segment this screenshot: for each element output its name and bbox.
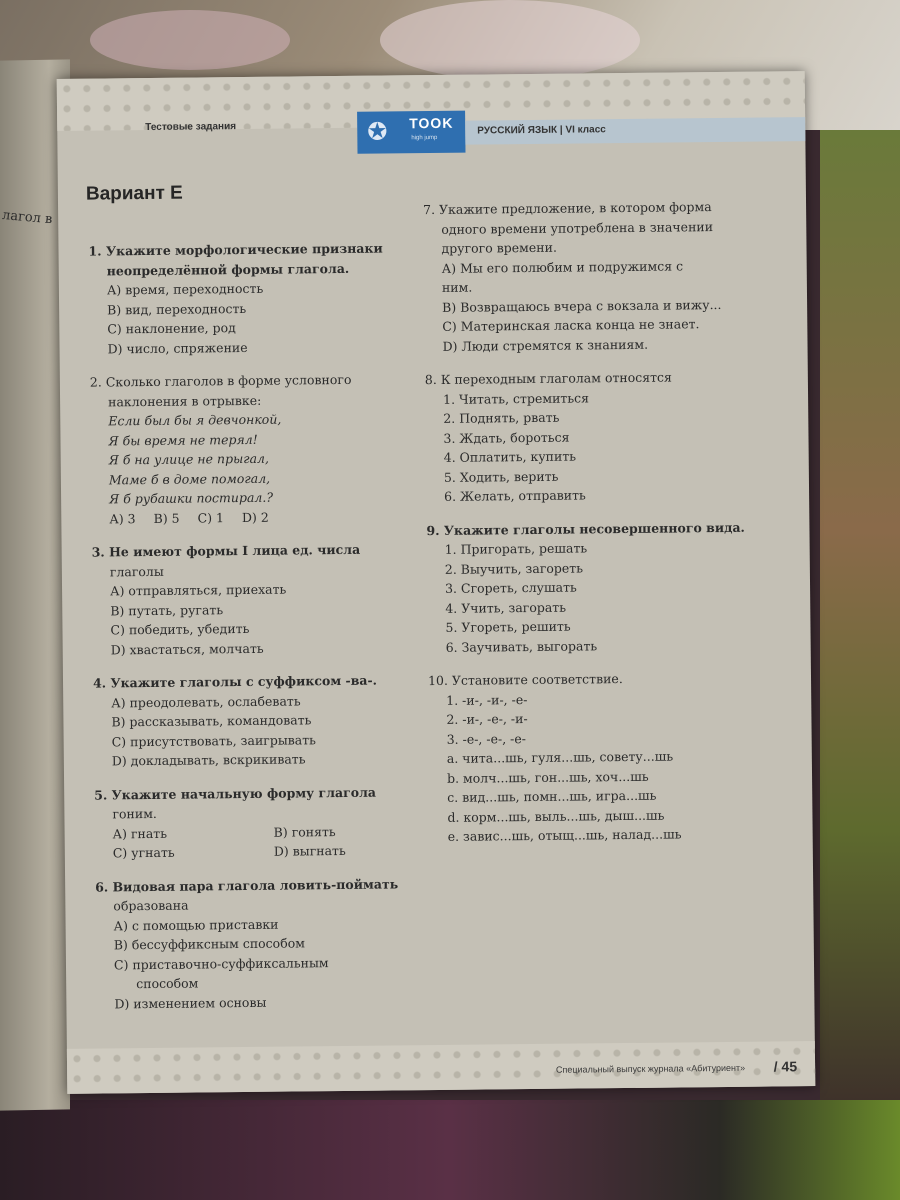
- flower-decoration: [380, 0, 640, 80]
- answer-option: А) 3: [109, 510, 136, 526]
- match-option: b. молч...шь, гон...шь, хоч...шь: [446, 768, 649, 786]
- answer-option: А) время, переходность: [106, 280, 264, 298]
- answer-option: D) 2: [241, 509, 269, 525]
- question-title-cont: другого времени.: [441, 239, 557, 256]
- question-9: [426, 517, 777, 657]
- answer-option: D) хвастаться, молчать: [110, 640, 264, 657]
- answer-option: А) с помощью приставки: [113, 916, 279, 933]
- poem-line: Я бы время не терял!: [108, 431, 258, 448]
- answer-option: 3. Сгореть, слушать: [444, 579, 577, 596]
- answer-option: С) Материнская ласка конца не знает.: [442, 316, 700, 334]
- answer-option: В) бессуффиксным способом: [113, 935, 306, 953]
- background-right: [820, 130, 900, 1130]
- answer-option: D) число, спряжение: [107, 339, 248, 356]
- question-title-cont: одного времени употреблена в значении: [441, 218, 714, 237]
- answer-option: D) изменением основы: [114, 994, 267, 1011]
- answer-option: В) путать, ругать: [110, 601, 224, 618]
- subject-title: РУССКИЙ ЯЗЫК | VI класс: [477, 124, 606, 137]
- answer-option: 2. Поднять, рвать: [443, 409, 560, 426]
- answer-grid: [95, 821, 435, 864]
- question-title-cont: наклонения в отрывке:: [108, 392, 262, 409]
- answer-option: 4. Учить, загорать: [445, 599, 567, 616]
- answer-option: С) приставочно-суффиксальным: [113, 954, 329, 972]
- match-option: 1. -и-, -и-, -е-: [446, 691, 528, 708]
- flower-decoration: [90, 10, 290, 70]
- question-10: [428, 667, 780, 846]
- test-page: [57, 71, 816, 1094]
- answer-option: D) докладывать, вскрикивать: [111, 751, 306, 769]
- answer-option: В) рассказывать, командовать: [111, 712, 312, 730]
- answer-option: способом: [136, 975, 199, 992]
- answer-option: 1. Читать, стремиться: [442, 389, 590, 407]
- question-title-cont: глаголы: [109, 563, 164, 579]
- answer-option: А) преодолевать, ослабевать: [111, 692, 301, 710]
- subject-bar: [465, 117, 805, 145]
- question-title: 10. Установите соответствие.: [427, 671, 623, 689]
- answer-option: 5. Ходить, верить: [443, 468, 559, 485]
- magazine-logo: [357, 111, 465, 154]
- answer-option: 1. Пригорать, решать: [444, 540, 588, 557]
- match-option: 2. -и-, -е-, -и-: [446, 711, 528, 727]
- answer-option: 6. Желать, отправить: [444, 487, 586, 504]
- answer-option: 6. Заучивать, выгорать: [445, 637, 598, 655]
- answer-option: В) 5: [153, 510, 180, 526]
- answer-row: [91, 506, 431, 529]
- right-column: [423, 196, 780, 860]
- question-title: 3. Не имеют формы I лица ед. числа: [91, 541, 361, 560]
- logo-subtitle: high jump: [411, 134, 438, 142]
- poem-line: Я б на улице не прыгал,: [108, 450, 270, 468]
- answer-option: А) гнать: [112, 825, 168, 841]
- question-3: [92, 539, 433, 660]
- question-7: [423, 196, 775, 356]
- left-column: [88, 238, 436, 1028]
- question-title: 4. Укажите глаголы с суффиксом -ва-.: [92, 672, 378, 691]
- answer-option: С) победить, убедить: [110, 620, 250, 638]
- answer-option: D) Люди стремятся к знаниям.: [442, 336, 649, 354]
- answer-option: А) Мы его полюбим и подружимся с: [441, 257, 684, 276]
- answer-option: 2. Выучить, загореть: [444, 559, 584, 577]
- answer-option: С) угнать: [112, 844, 175, 861]
- question-title: 1. Укажите морфологические признаки: [88, 240, 383, 259]
- background-bottom: [0, 1100, 900, 1200]
- answer-option: С) 1: [197, 509, 225, 525]
- answer-option: С) наклонение, род: [107, 320, 236, 337]
- question-4: [93, 670, 434, 771]
- answer-option: 3. Ждать, бороться: [443, 429, 570, 446]
- question-title: 9. Укажите глаголы несовершенного вида.: [426, 519, 745, 538]
- question-title: 8. К переходным глаголам относятся: [424, 369, 672, 388]
- match-option: c. вид...шь, помн...шь, игра...шь: [447, 787, 657, 805]
- question-title-cont: неопределённой формы глагола.: [106, 260, 350, 278]
- match-option: a. чита...шь, гуля...шь, совету...шь: [446, 748, 674, 766]
- question-title: 5. Укажите начальную форму глагола: [94, 784, 377, 803]
- poem-line: Маме б в доме помогал,: [108, 470, 271, 487]
- question-2: [90, 369, 432, 529]
- answer-option: В) Возвращаюсь вчера с вокзала и вижу...: [442, 296, 722, 315]
- answer-option: А) отправляться, приехать: [109, 581, 287, 599]
- answer-option: В) вид, переходность: [107, 300, 247, 317]
- question-title-cont: образована: [113, 897, 189, 914]
- logo-text: TOOK: [409, 114, 454, 132]
- previous-page-text: лагол в: [1, 207, 54, 228]
- variant-title: Вариант Е: [85, 182, 183, 205]
- match-option: 3. -е-, -е-, -е-: [446, 730, 527, 747]
- poem-line: Я б рубашки постирал.?: [109, 489, 274, 507]
- question-5: [94, 782, 435, 864]
- answer-option: В) гонять: [273, 823, 336, 840]
- match-option: e. завис...шь, отыщ...шь, налад...шь: [447, 826, 682, 844]
- question-title: 7. Укажите предложение, в котором форма: [423, 199, 712, 218]
- poem-line: Если был бы я девчонкой,: [108, 411, 282, 429]
- answer-option: 4. Оплатить, купить: [443, 448, 577, 465]
- answer-option: D) выгнать: [273, 842, 346, 859]
- question-title-cont: гоним.: [112, 805, 157, 822]
- answer-option: 5. Угореть, решить: [445, 618, 571, 635]
- answer-option: С) присутствовать, заигрывать: [111, 731, 317, 749]
- question-title: 6. Видовая пара глагола ловить-поймать: [95, 875, 399, 895]
- question-title: 2. Сколько глаголов в форме условного: [89, 371, 352, 390]
- question-8: [425, 366, 776, 506]
- match-option: d. корм...шь, выль...шь, дыш...шь: [447, 807, 665, 825]
- question-6: [95, 874, 436, 1014]
- page-number: / 45: [773, 1058, 798, 1075]
- question-1: [88, 238, 429, 359]
- footer-text: Специальный выпуск журнала «Абитуриент»: [555, 1062, 746, 1075]
- section-label: Тестовые задания: [145, 121, 237, 134]
- answer-option: ним.: [441, 279, 473, 295]
- star-icon: ✪: [367, 118, 388, 146]
